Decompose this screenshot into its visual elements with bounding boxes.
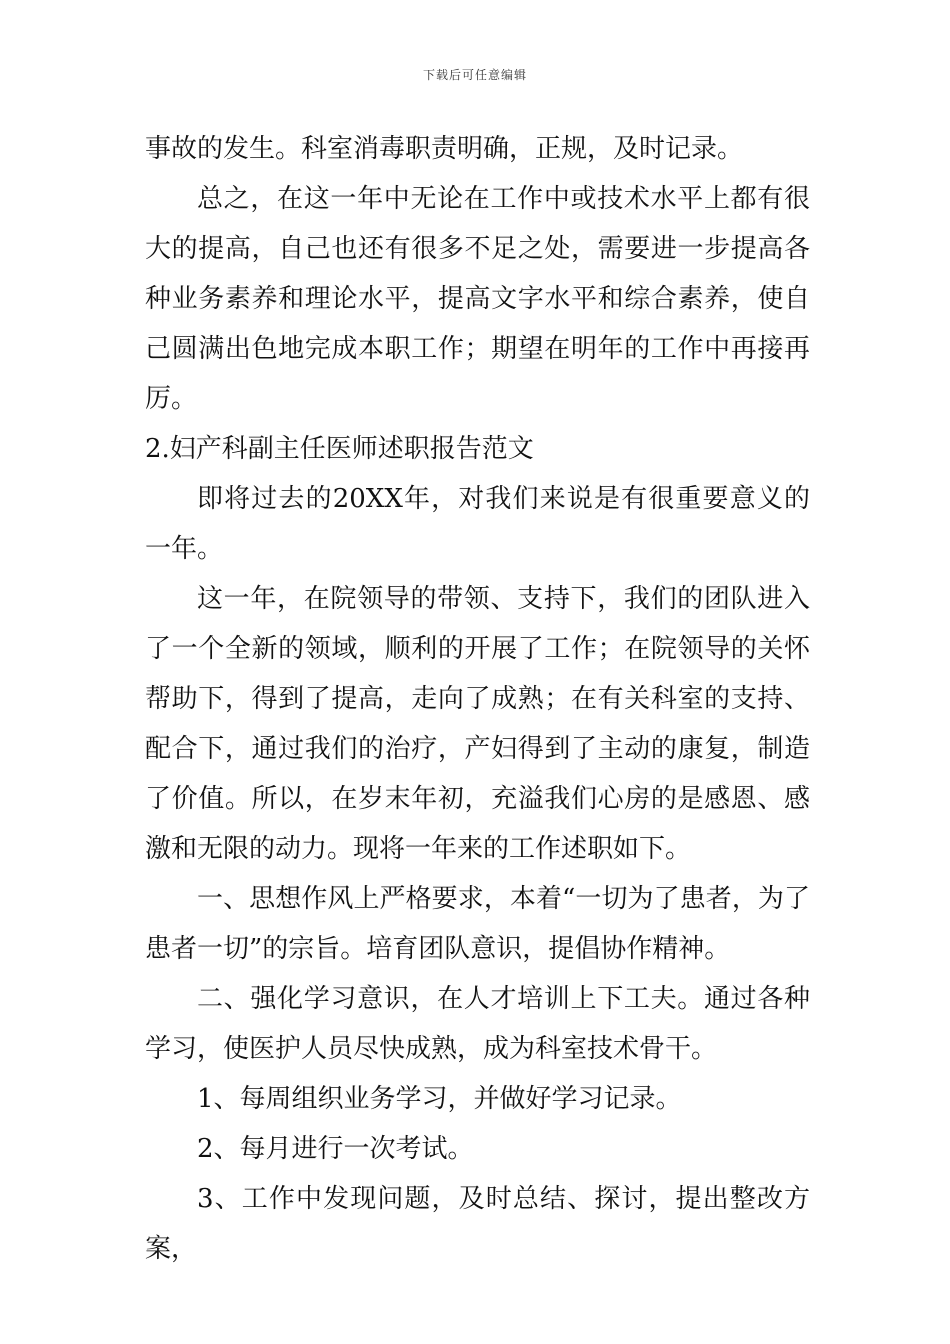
paragraph: 这一年，在院领导的带领、支持下，我们的团队进入了一个全新的领域，顺利的开展了工作；在院领导的关怀帮助下，得到了提高，走向了成熟；在有关科室的支持、配合下，通过我们的治疗，产妇得到了主动的康复，制造了价值。所以，在岁末年初，充溢我们心房的是感恩、感激和无限的动力。现将一年来的工作述职如下。 — [145, 584, 810, 864]
document-body — [145, 124, 810, 1274]
paragraph: 事故的发生。科室消毒职责明确，正规，及时记录。 — [145, 134, 744, 164]
paragraph: 即将过去的20XX年，对我们来说是有很重要意义的一年。 — [145, 484, 810, 564]
paragraph: 一、思想作风上严格要求，本着“一切为了患者，为了患者一切”的宗旨。培育团队意识，提倡协作精神。 — [145, 884, 810, 964]
paragraph: 二、强化学习意识，在人才培训上下工夫。通过各种学习，使医护人员尽快成熟，成为科室技术骨干。 — [145, 984, 810, 1064]
list-item: 3、工作中发现问题，及时总结、探讨，提出整改方案， — [145, 1184, 810, 1264]
list-item: 1、每周组织业务学习，并做好学习记录。 — [197, 1084, 682, 1114]
list-item: 2、每月进行一次考试。 — [197, 1134, 474, 1164]
page-header-note: 下载后可任意编辑 — [422, 68, 527, 82]
section-heading: 2.妇产科副主任医师述职报告范文 — [145, 434, 534, 464]
paragraph: 总之，在这一年中无论在工作中或技术水平上都有很大的提高，自己也还有很多不足之处，需要进一步提高各种业务素养和理论水平，提高文字水平和综合素养，使自己圆满出色地完成本职工作；期望在明年的工作中再接再厉。 — [145, 184, 810, 414]
